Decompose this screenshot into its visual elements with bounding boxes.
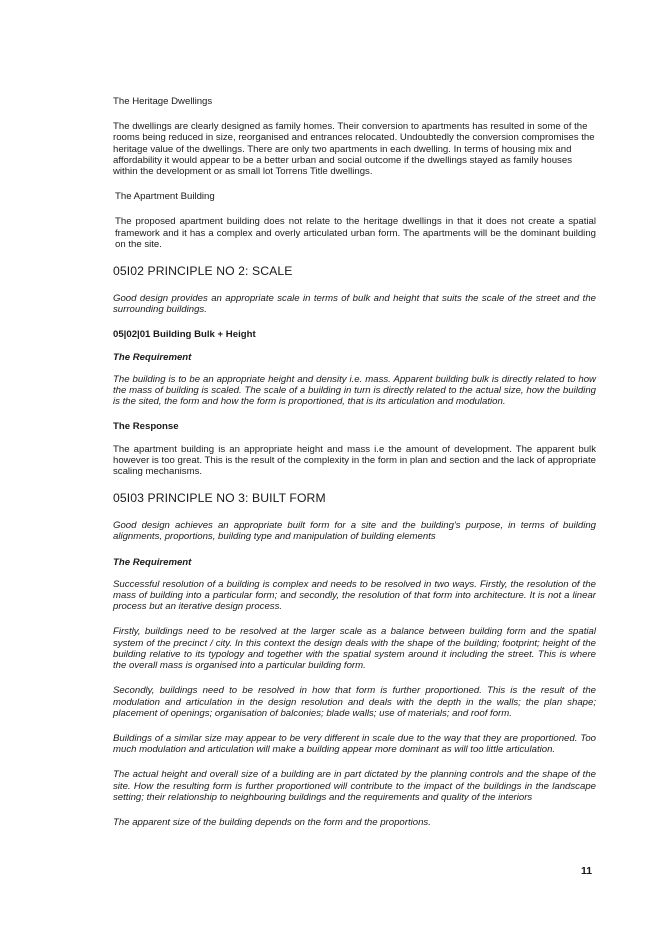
heritage-title: The Heritage Dwellings [113, 96, 213, 107]
principle-2-heading: 05I02 PRINCIPLE NO 2: SCALE [113, 264, 293, 279]
built-form-paragraph: Secondly, buildings need to be resolved in how that form is further proportioned. This is the result of the modulation and articulation in the design resolution and deals with the depth in the walls; the plan shape; placement of openings; organisation of balconies; blade walls; use of materials; and roof form. [113, 685, 596, 719]
built-form-paragraph: Successful resolution of a building is complex and needs to be resolved in two ways. Firstly, the resolution of the mass of building into a particular form; and secondly, the resolution of that form into architecture. It is not a linear process but an iterative design process. [113, 578, 596, 613]
built-form-paragraph: Buildings of a similar size may appear to be very different in scale due to the way that they are proportioned. Too much modulation and articulation will make a building appear more dominant as will too little articulation. [113, 732, 596, 756]
apartment-body: The proposed apartment building does not relate to the heritage dwellings in that it does not create a spatial framework and it has a complex and overly articulated urban form. The apartments will be the dominant building on the site. [115, 216, 596, 250]
requirement-text: The building is to be an appropriate height and density i.e. mass. Apparent building bulk is directly related to how the mass of building is scaled. The scale of a building in turn is directly related to the actual size, how the building is the sited, the form and how the form is proportioned, that is its articulation and modulation. [113, 373, 596, 408]
principle-3-heading: 05I03 PRINCIPLE NO 3: BUILT FORM [113, 491, 326, 506]
built-form-paragraph: Firstly, buildings need to be resolved at the larger scale as a balance between building form and the spatial system of the precinct / city. In this context the design deals with the shape of the building; footprint; height of the building relative to its typology and together with the spatial system around it including the street. This is where the overall mass is organised into a particular building form. [113, 626, 596, 672]
response-label: The Response [113, 421, 179, 433]
building-bulk-subheading: 05|02|01 Building Bulk + Height [113, 329, 256, 341]
principle-2-intro: Good design provides an appropriate scale in terms of bulk and height that suits the scale of the street and the surrounding buildings. [113, 293, 596, 316]
requirement-label: The Requirement [113, 351, 192, 363]
heritage-body: The dwellings are clearly designed as family homes. Their conversion to apartments has resulted in some of the rooms being reduced in size, reorganised and entrances relocated. Undoubtedly the conversion compromises the heritage value of the dwellings. There are only two apartments in each dwelling. In terms of housing mix and affordability it would appear to be a better urban and social outcome if the dwellings stayed as family houses within the development or as small lot Torrens Title dwellings. [113, 121, 595, 178]
apartment-title: The Apartment Building [115, 191, 215, 203]
page-content [113, 96, 596, 842]
principle-3-intro: Good design achieves an appropriate built form for a site and the building's purpose, in terms of building alignments, proportions, building type and manipulation of building elements [113, 520, 596, 543]
response-text: The apartment building is an appropriate height and mass i.e the amount of development. The apparent bulk however is too great. This is the result of the complexity in the form in plan and section and the lack of appropriate scaling mechanisms. [113, 443, 596, 478]
built-form-paragraph: The apparent size of the building depends on the form and the proportions. [113, 816, 431, 828]
built-form-paragraph: The actual height and overall size of a building are in part dictated by the planning controls and the shape of the site. How the resulting form is further proportioned will contribute to the impact of the buildings in the landscape setting; their relationship to neighbouring buildings and the requirements and quality of the interiors [113, 769, 596, 803]
requirement-label: The Requirement [113, 556, 192, 568]
page-number: 11 [581, 865, 593, 877]
